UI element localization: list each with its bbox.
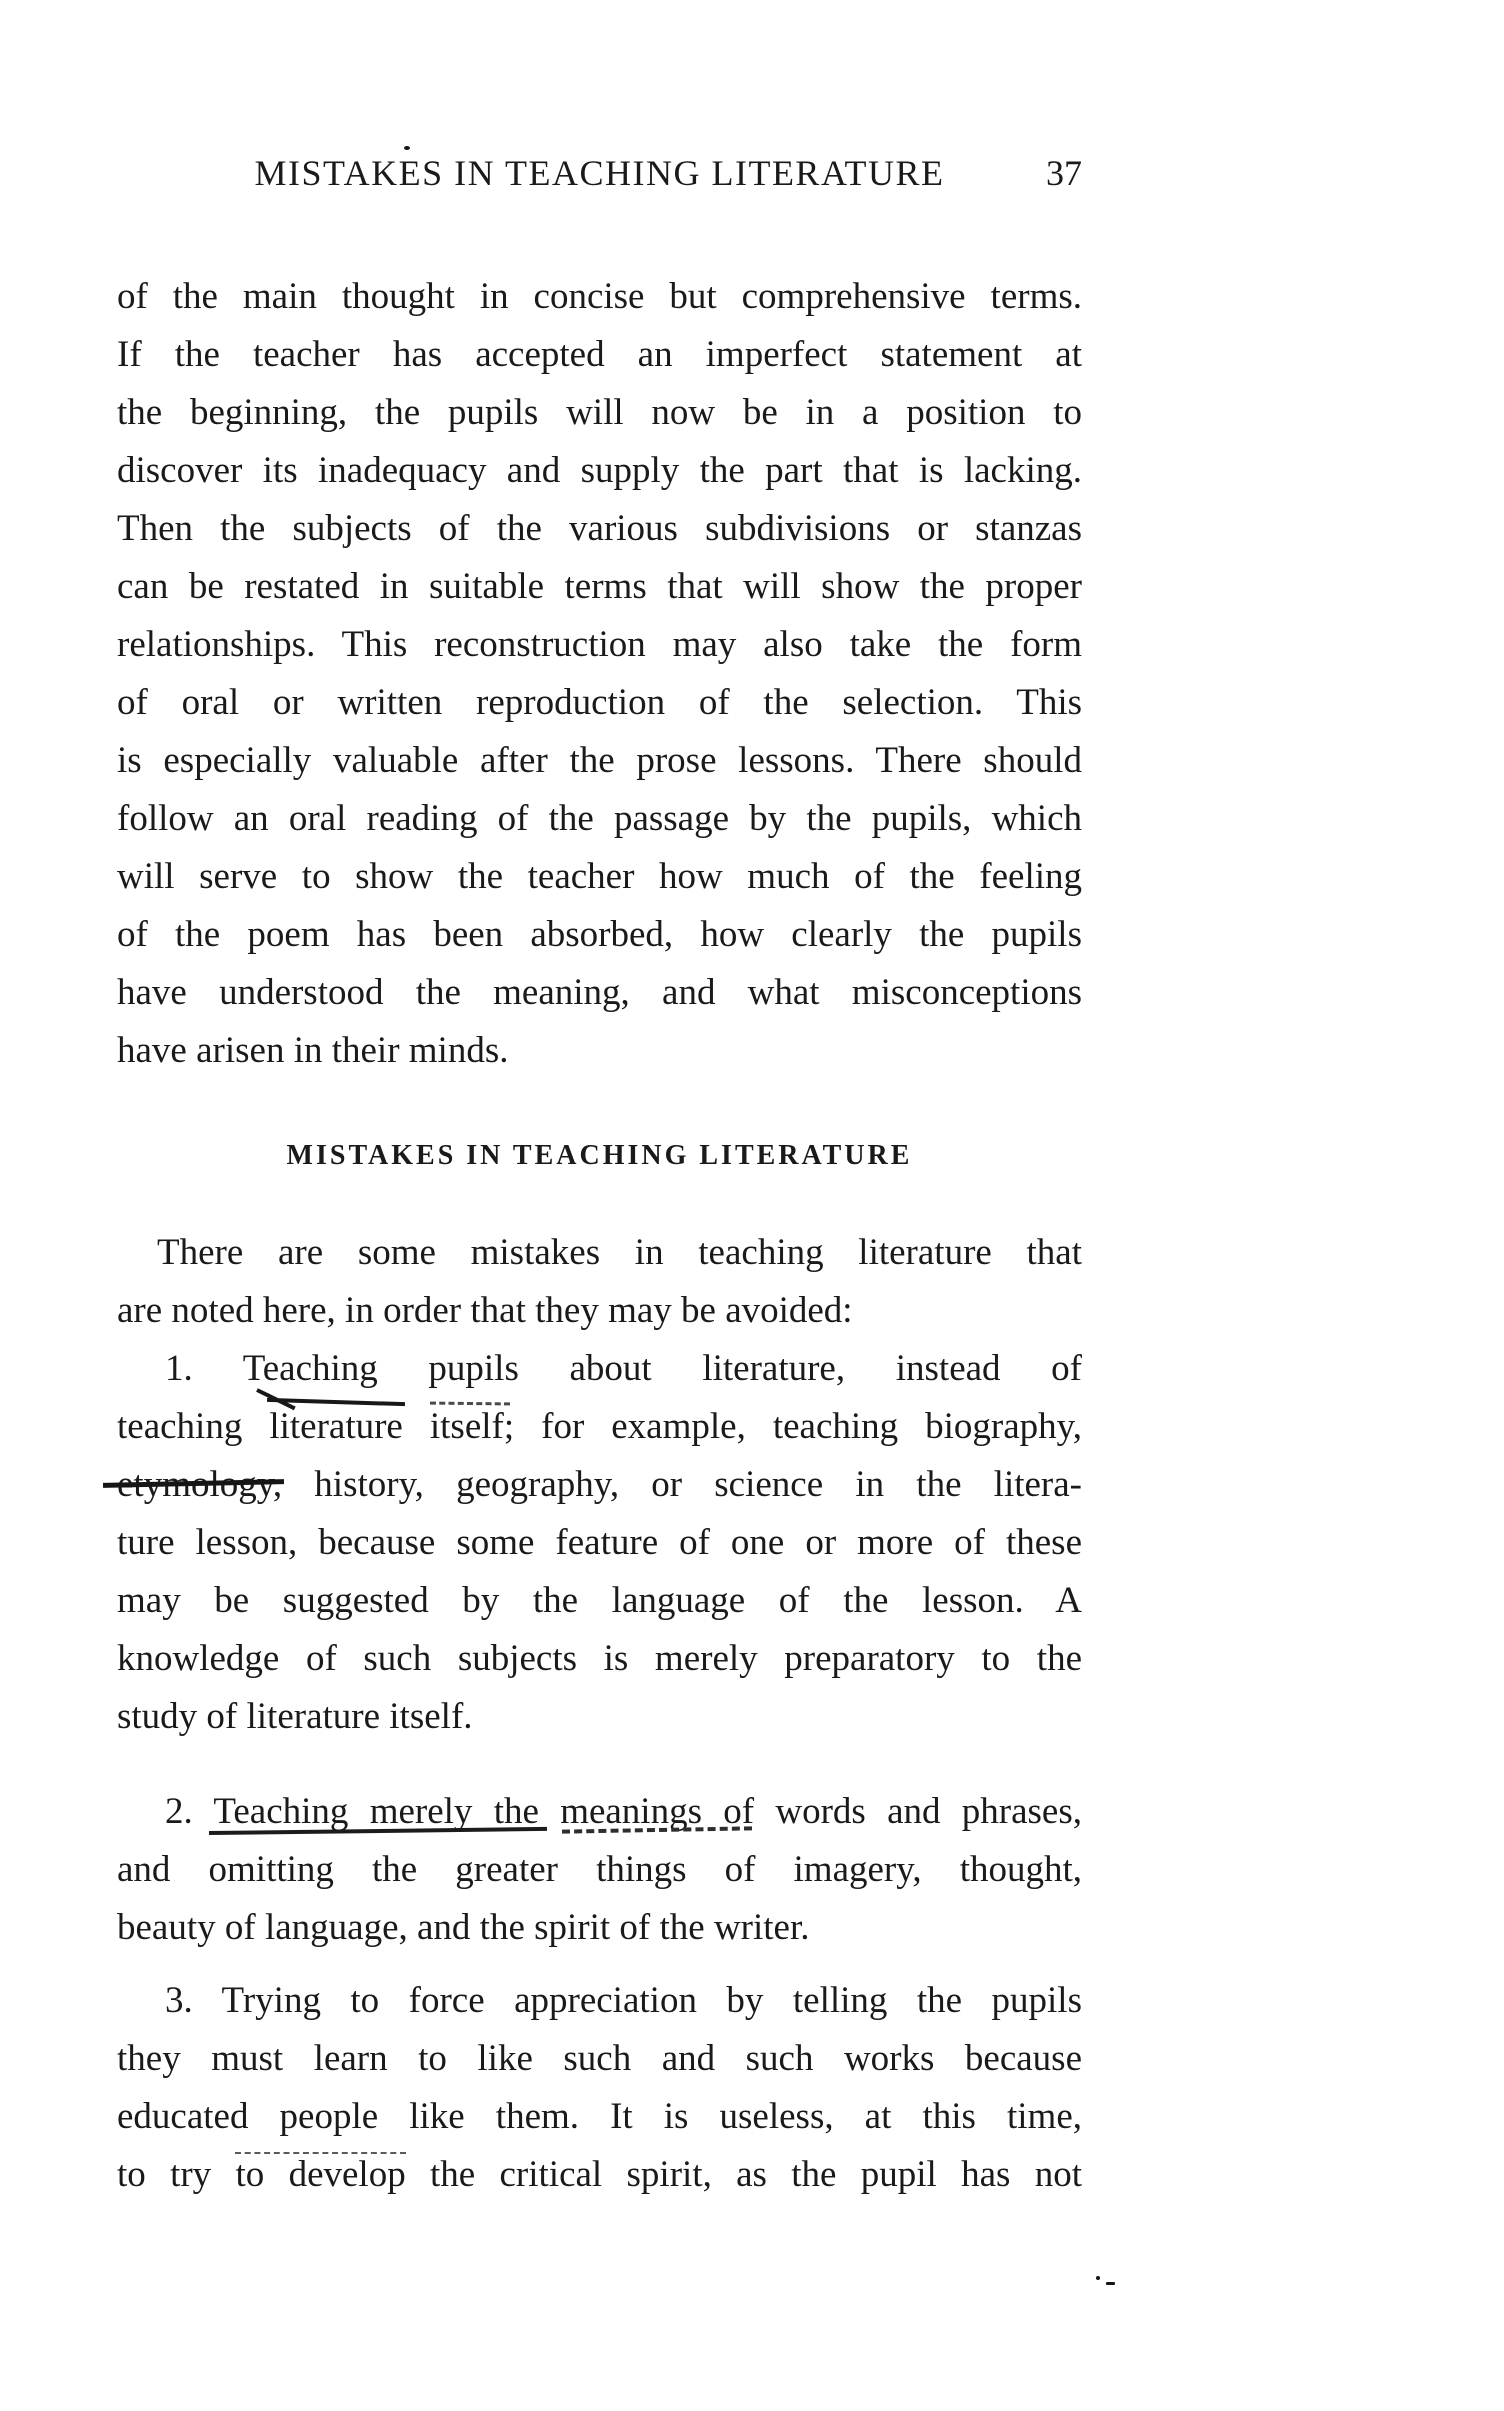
text-segment <box>539 1791 560 1832</box>
text-line: and omitting the greater things of imagery, thought, <box>117 1849 1082 1890</box>
text-line: have understood the meaning, and what misconceptions <box>117 972 1082 1013</box>
text-line: There are some mistakes in teaching literature that <box>157 1232 1082 1273</box>
text-line: the beginning, the pupils will now be in a position to <box>117 392 1082 433</box>
text-line: of oral or written reproduction of the selection. This <box>117 682 1082 723</box>
text-line <box>117 1783 1082 1841</box>
text-segment: for example, teaching biography, <box>514 1406 1083 1447</box>
text-line <box>117 1398 1082 1456</box>
list-item-3 <box>117 1972 1082 2204</box>
text-segment: 2. <box>165 1791 214 1832</box>
text-line: are noted here, in order that they may be avoided: <box>117 1290 853 1331</box>
text-line: knowledge of such subjects is merely preparatory to the <box>117 1638 1082 1679</box>
pencil-overline-mark: literature <box>269 1406 403 1447</box>
text-line: follow an oral reading of the passage by the pupils, which <box>117 798 1082 839</box>
list-item-2 <box>117 1783 1082 1957</box>
text-line: discover its inadequacy and supply the part that is lacking. <box>117 450 1082 491</box>
pencil-dot-overline-mark: to develop <box>235 2154 406 2195</box>
text-segment: history, geography, or science in the litera- <box>282 1464 1082 1505</box>
pencil-underline-mark: Teaching merely the <box>213 1791 539 1832</box>
paragraph-continuation <box>117 268 1082 1080</box>
text-line: Then the subjects of the various subdivisions or stanzas <box>117 508 1082 549</box>
text-segment <box>403 1406 430 1447</box>
text-line: relationships. This reconstruction may also take the form <box>117 624 1082 665</box>
text-line: beauty of language, and the spirit of the writer. <box>117 1907 810 1948</box>
text-line: they must learn to like such and such works because <box>117 2038 1082 2079</box>
text-line: 1. Teaching pupils about literature, instead of <box>165 1348 1082 1389</box>
text-line <box>117 2146 1082 2204</box>
pencil-dash-overline-mark: itself; <box>429 1406 515 1447</box>
pencil-strikethrough-mark: etymology, <box>117 1464 283 1505</box>
text-line: If the teacher has accepted an imperfect statement at <box>117 334 1082 375</box>
text-line: is especially valuable after the prose lessons. There should <box>117 740 1082 781</box>
list-item-1 <box>117 1340 1082 1746</box>
text-line: educated people like them. It is useless, at this time, <box>117 2096 1082 2137</box>
scan-speck <box>1096 2276 1100 2280</box>
text-line: of the main thought in concise but comprehensive terms. <box>117 276 1082 317</box>
text-line: can be restated in suitable terms that will show the proper <box>117 566 1082 607</box>
section-heading: MISTAKES IN TEACHING LITERATURE <box>286 1140 913 1171</box>
page-number: 37 <box>1046 153 1082 193</box>
text-line: ture lesson, because some feature of one or more of these <box>117 1522 1082 1563</box>
text-segment: the critical spirit, as the pupil has not <box>405 2154 1083 2195</box>
text-line <box>117 1456 1082 1514</box>
text-segment: teaching <box>117 1406 270 1447</box>
text-line: 3. Trying to force appreciation by telling the pupils <box>165 1980 1082 2021</box>
text-line: may be suggested by the language of the lesson. A <box>117 1580 1082 1621</box>
scan-speck <box>404 146 410 150</box>
paragraph-intro <box>117 1224 1082 1340</box>
running-header <box>117 152 1082 200</box>
text-line: study of literature itself. <box>117 1696 473 1737</box>
scan-speck <box>1106 2282 1115 2285</box>
running-title: MISTAKES IN TEACHING LITERATURE <box>254 153 945 193</box>
text-line: have arisen in their minds. <box>117 1030 509 1071</box>
text-line: will serve to show the teacher how much of the feeling <box>117 856 1082 897</box>
pencil-dash-underline-mark: meanings of <box>560 1791 755 1832</box>
text-segment: words and phrases, <box>754 1791 1082 1832</box>
text-segment: to try <box>117 2154 236 2195</box>
text-line: of the poem has been absorbed, how clearly the pupils <box>117 914 1082 955</box>
